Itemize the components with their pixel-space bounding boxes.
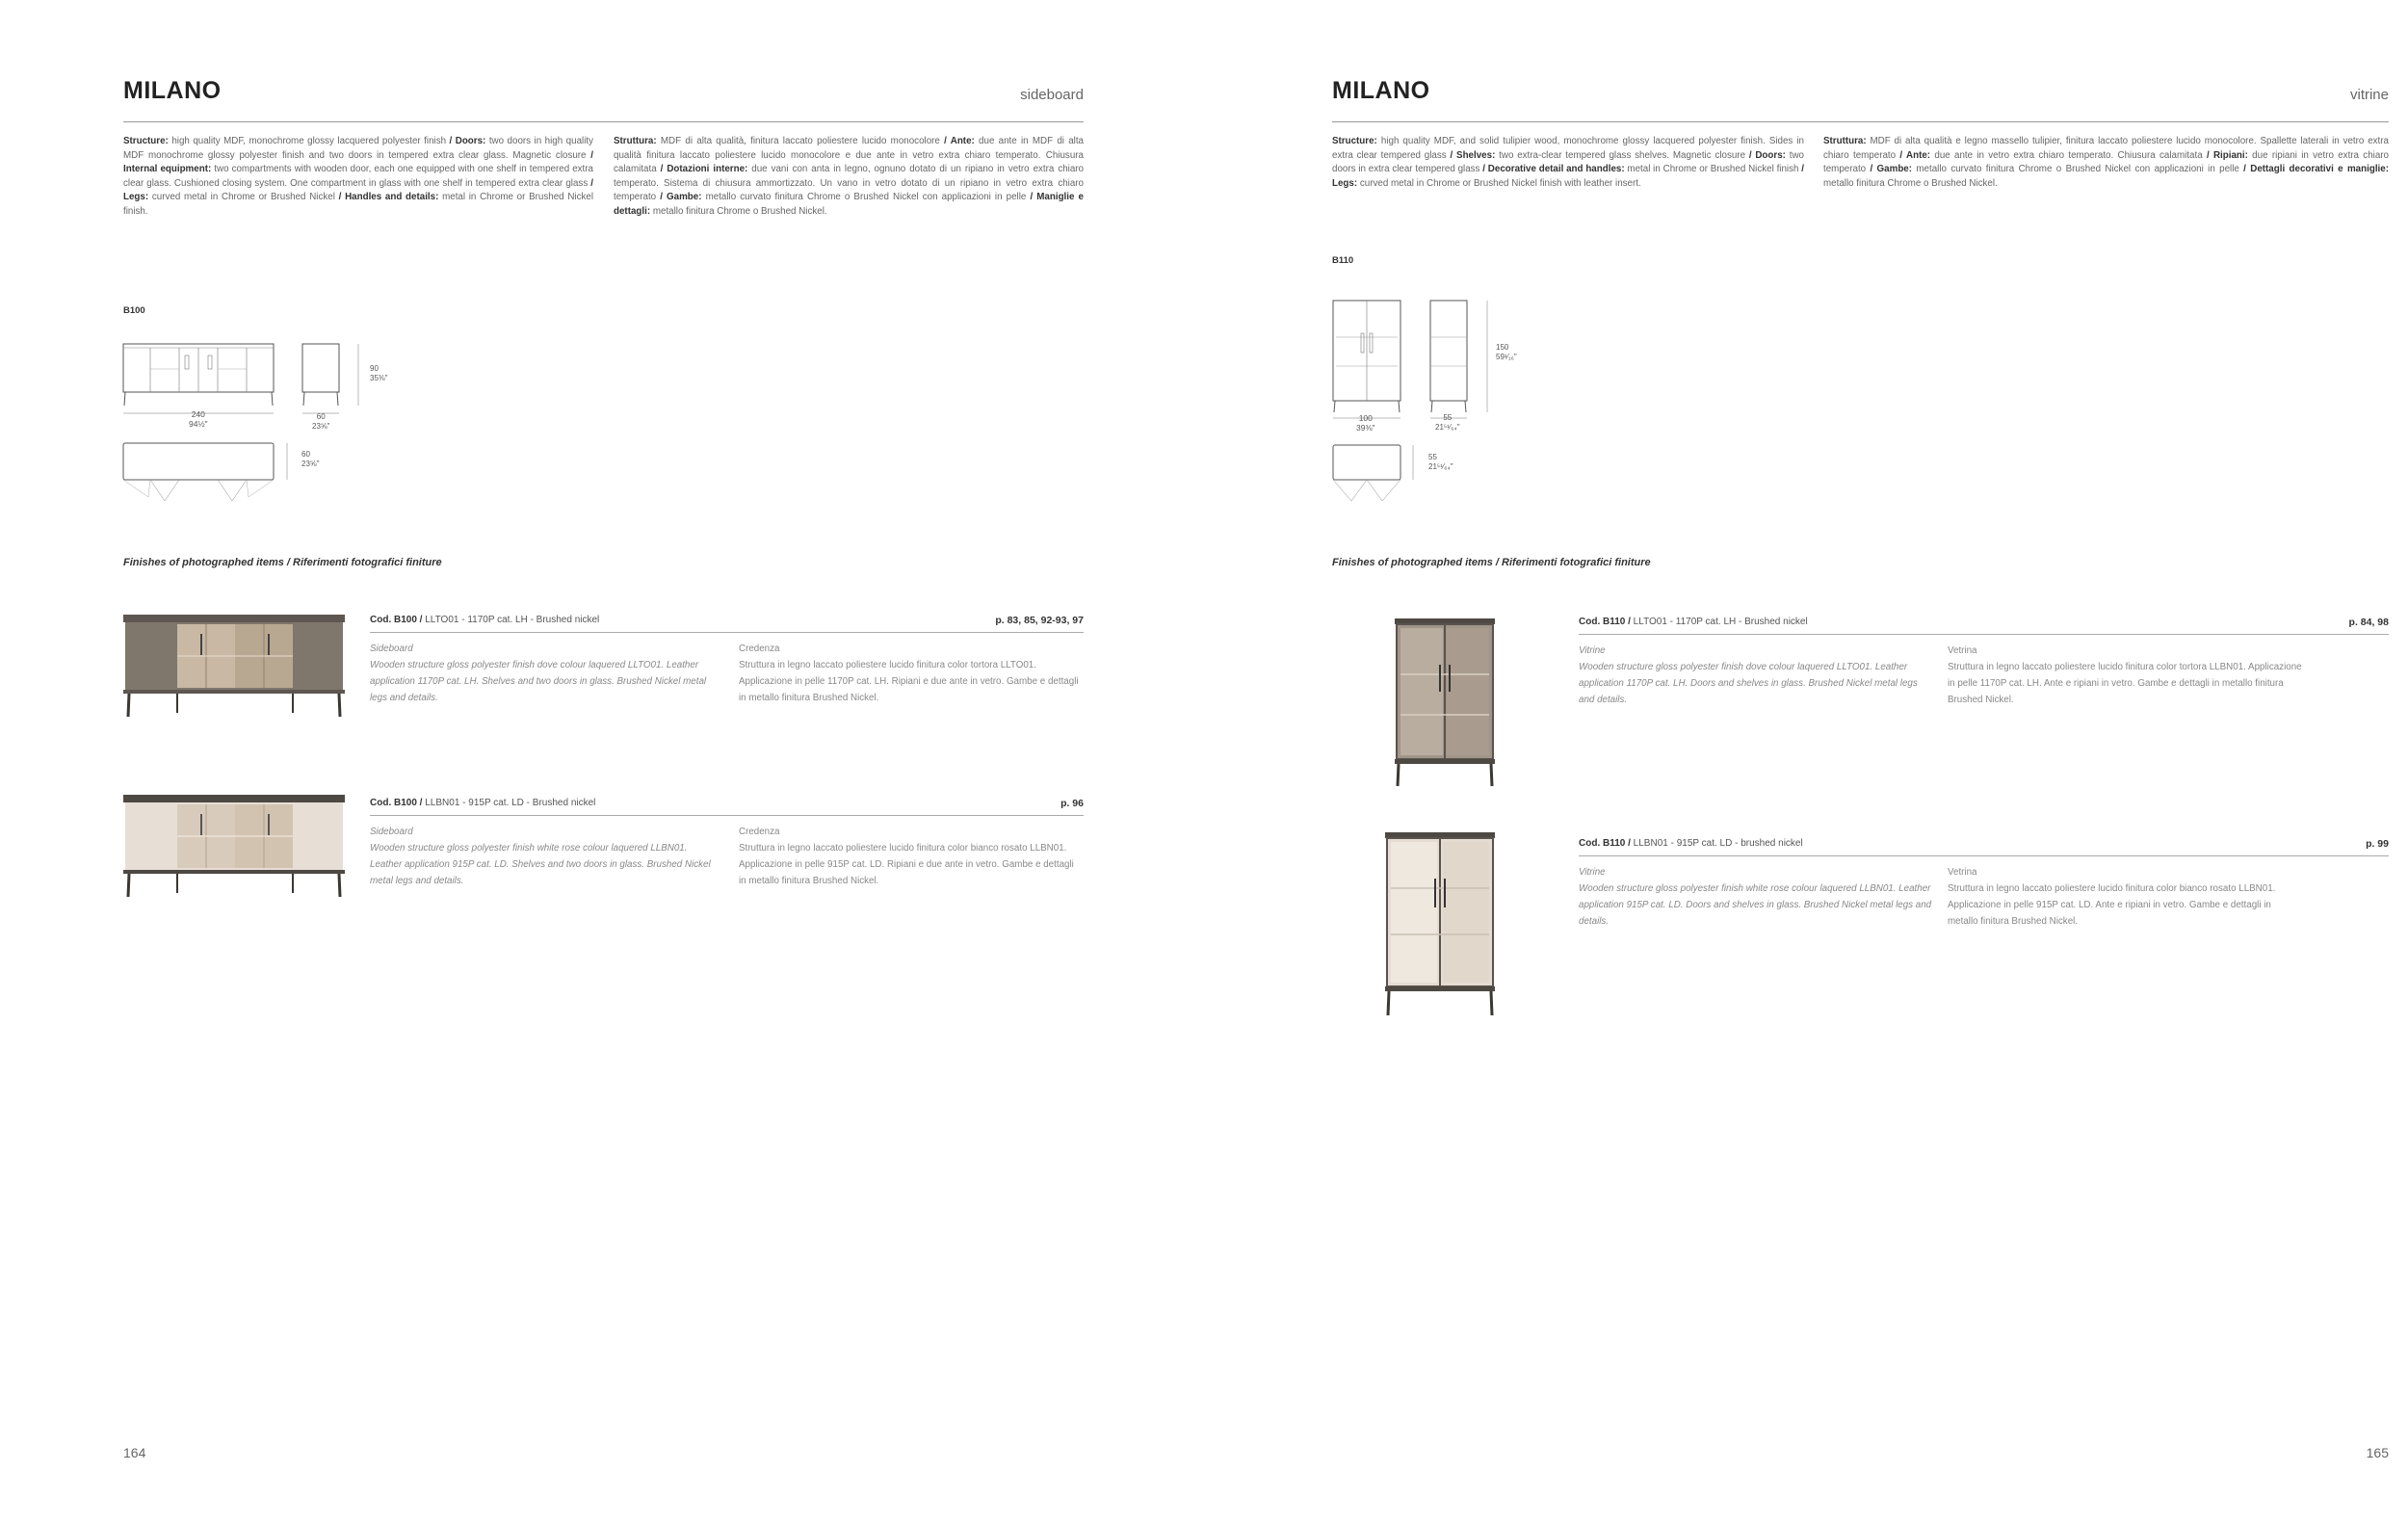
depth-dimension: 55 21⁵¹⁄₆₄": [1435, 413, 1460, 432]
item-2-pages: p. 96: [1060, 798, 1084, 809]
spec-en: Structure: high quality MDF, monochrome glossy lacquered polyester finish / Doors: two doors in high quality MDF monochrome glossy polyester finish and two doors in tempered extra clear glass. Magnetic closure / Internal equipment: two compartments with wooden door, each one equipped with one shelf in tempered extra clear glass. Cushioned closing system. One compartment in glass with one shelf in tempered extra clear glass / Legs: curved metal in Chrome or Brushed Nickel / Handles and details: metal in Chrome or Brushed Nickel finish.: [123, 136, 593, 217]
page-number: 164: [123, 1445, 146, 1460]
spec-it: Struttura: MDF di alta qualità, finitura laccato poliestere lucido monocolore / Ante: due ante in MDF di alta qualità finitura laccato poliestere lucido monocolore e due ante in vetro extra chiaro temperato. Chiusura calamitata / Dotazioni interne: due vani con anta in legno, ognuno dotato di un ripiano in vetro extra chiaro temperato. Sistema di chiusura ammortizzato. Un vano in vetro dotato di un ripiano in vetro extra chiaro temperato / Gambe: metallo curvato finitura Chrome o Brushed Nickel con applicazioni in pelle / Maniglie e dettagli: metallo finitura Chrome o Brushed Nickel.: [614, 136, 1084, 217]
plan-view-drawing: [1330, 443, 1426, 507]
height-dimension: 90 35⅜": [370, 364, 388, 382]
front-view-drawing: [121, 342, 275, 419]
right-page: [1204, 0, 2408, 1524]
height-dimension: 150 59¹⁄₁₆": [1496, 343, 1517, 361]
spec-it: Struttura: MDF di alta qualità e legno massello tulipier, finitura laccato poliestere lucido monocolore. Spallette laterali in vetro extra chiaro temperato / Ante: due ante in vetro extra chiaro temperato. Chiusura calamitata / Ripiani: due ripiani in vetro extra chiaro temperato / Gambe: metallo curvato finitura Chrome o Brushed Nickel con applicazioni in pelle / Dettagli decorativi e maniglie: metallo finitura Chrome o Brushed Nickel.: [1823, 136, 2389, 189]
plan-view-drawing: [121, 441, 295, 509]
width-dimension: 100 39⅜": [1356, 413, 1375, 433]
item-2-pages: p. 99: [2366, 838, 2389, 850]
page-number: 165: [2366, 1445, 2389, 1460]
item-2-desc-it: Credenza Struttura in legno laccato poliestere lucido finitura color bianco rosato LLBN01. Applicazione in pelle 915P cat. LD. Ripiani e due ante in vetro. Gambe e dettagli in metallo finitura Brushed Nickel.: [739, 827, 1074, 886]
item-1-head: Cod. B110 / LLTO01 - 1170P cat. LH - Brushed nickel: [1579, 617, 1808, 627]
item-1-desc-en: Sideboard Wooden structure gloss polyester finish dove colour laquered LLTO01. Leather application 1170P cat. LH. Shelves and two doors in glass. Brushed Nickel metal legs and details.: [370, 644, 707, 703]
item-2-desc-en: Vitrine Wooden structure gloss polyester finish white rose colour laquered LLBN01. Leather application 915P cat. LD. Doors and shelves in glass. Brushed Nickel metal legs and details.: [1579, 867, 1932, 927]
item-1-head: Cod. B100 / LLTO01 - 1170P cat. LH - Brushed nickel: [370, 615, 600, 625]
item-2-head: Cod. B110 / LLBN01 - 915P cat. LD - brushed nickel: [1579, 838, 1803, 849]
item-2-head: Cod. B100 / LLBN01 - 915P cat. LD - Brushed nickel: [370, 798, 596, 808]
item-2-desc-it: Vetrina Struttura in legno laccato poliestere lucido finitura color bianco rosato LLBN01. Applicazione in pelle 915P cat. LD. Ante e ripiani in vetro. Gambe e dettagli in metallo finitura Brushed Nickel.: [1948, 867, 2276, 927]
side-view-drawing: [1427, 299, 1505, 422]
item-1-desc-it: Credenza Struttura in legno laccato poliestere lucido finitura color tortora LLTO01. Applicazione in pelle 1170P cat. LH. Ripiani e due ante in vetro. Gambe e dettagli in metallo finitura Brushed Nickel.: [739, 644, 1079, 703]
sideboard-photo-taupe: [119, 613, 351, 721]
item-2-rule: [1579, 855, 2389, 856]
item-1-desc-it: Vetrina Struttura in legno laccato poliestere lucido finitura color tortora LLBN01. Applicazione in pelle 1170P cat. LH. Ante e ripiani in vetro. Gambe e dettagli in metallo finitura Brushed Nickel.: [1948, 645, 2302, 705]
model-code: B110: [1332, 255, 1354, 266]
title-rule: [123, 121, 1084, 122]
plan-depth-dimension: 60 23⅝": [301, 450, 320, 468]
finishes-title: Finishes of photographed items / Riferimenti fotografici finiture: [1332, 557, 1651, 568]
item-1-pages: p. 83, 85, 92-93, 97: [995, 615, 1084, 626]
item-2-rule: [370, 815, 1084, 816]
page-subtitle: sideboard: [1020, 87, 1084, 103]
item-2-desc-en: Sideboard Wooden structure gloss polyester finish white rose colour laquered LLBN01. Leather application 915P cat. LD. Shelves and two doors in glass. Brushed Nickel metal legs and details.: [370, 827, 711, 886]
sideboard-photo-rose: [119, 793, 351, 901]
depth-dimension: 60 23⅝": [312, 412, 330, 431]
finishes-title: Finishes of photographed items / Riferimenti fotografici finiture: [123, 557, 442, 568]
vitrine-photo-rose: [1377, 830, 1503, 1017]
spec-en: Structure: high quality MDF, and solid tulipier wood, monochrome glossy lacquered polyester finish. Sides in extra clear tempered glass / Shelves: two extra-clear tempered glass shelves. Magnetic closure / Doors: two doors in extra clear tempered glass / Decorative detail and handles: metal in Chrome or Brushed Nickel finish / Legs: curved metal in Chrome or Brushed Nickel finish with leather insert.: [1332, 136, 1804, 189]
page-title: MILANO: [123, 77, 222, 104]
title-rule: [1332, 121, 2389, 122]
item-1-rule: [1579, 634, 2389, 635]
front-view-drawing: [1330, 299, 1407, 422]
page-subtitle: vitrine: [2349, 87, 2389, 103]
item-1-desc-en: Vitrine Wooden structure gloss polyester finish dove colour laquered LLTO01. Leather application 1170P cat. LH. Doors and shelves in glass. Brushed Nickel metal legs and details.: [1579, 645, 1918, 705]
side-view-drawing: [301, 342, 378, 419]
plan-depth-dimension: 55 21⁵¹⁄₆₄": [1428, 453, 1453, 471]
page-title: MILANO: [1332, 77, 1430, 104]
model-code: B100: [123, 305, 145, 316]
vitrine-photo-taupe: [1387, 617, 1503, 788]
item-1-pages: p. 84, 98: [2348, 617, 2389, 628]
width-dimension: 240 94½": [189, 409, 208, 429]
item-1-rule: [370, 632, 1084, 633]
